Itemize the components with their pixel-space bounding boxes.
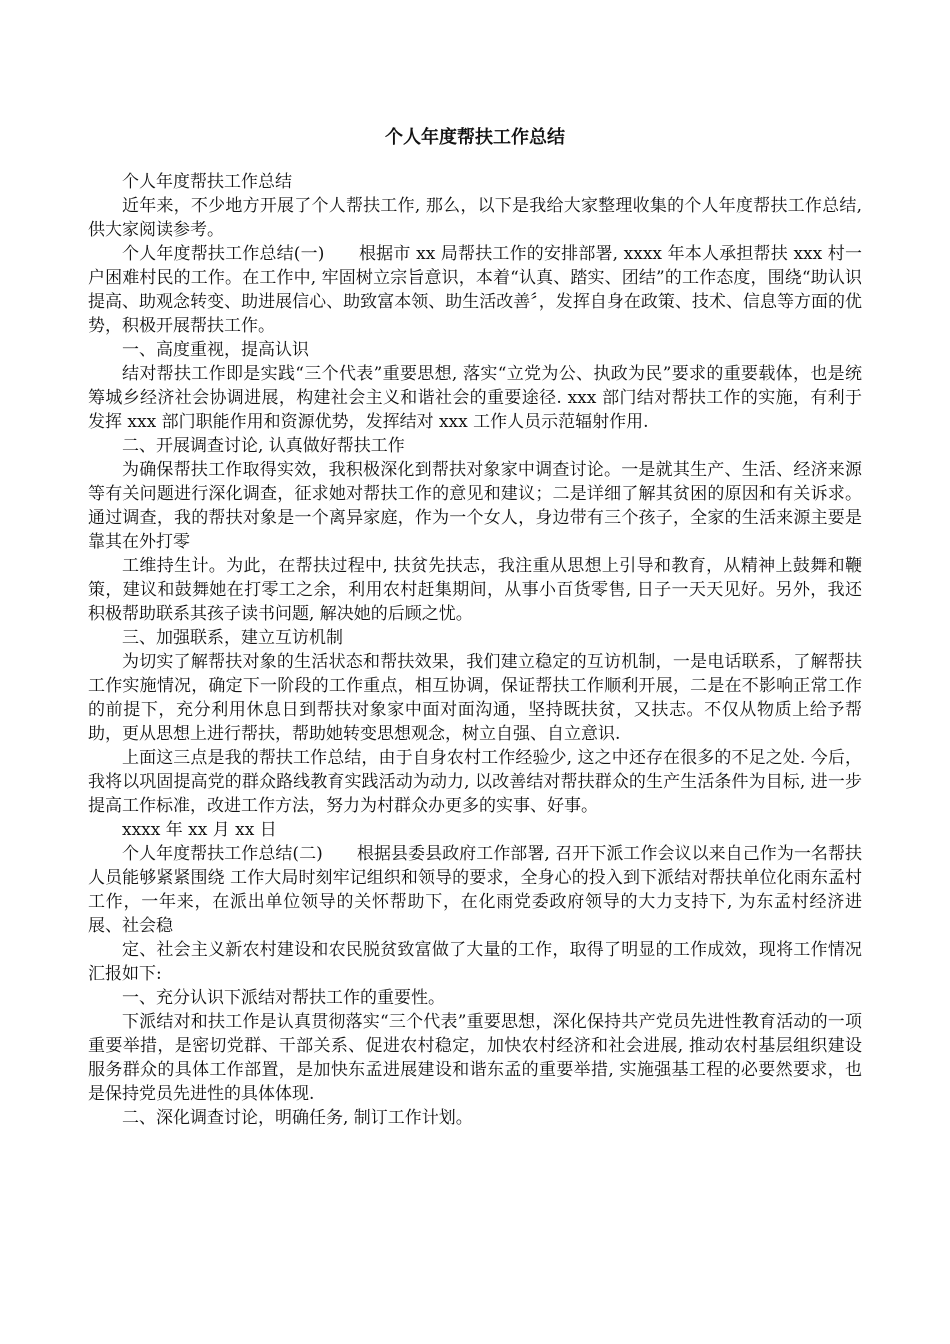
paragraph: 为切实了解帮扶对象的生活状态和帮扶效果，我们建立稳定的互访机制，一是电话联系，了解帮扶工作实施情况，确定下一阶段的工作重点，相互协调，保证帮扶工作顺利开展，二是在不影响正常工作的前提下，充分利用休息日到帮扶对象家中面对面沟通，坚持既扶贫，又扶志。不仅从物质上给予帮助，更从思想上进行帮扶，帮助她转变思想观念，树立自强、自立意识.	[88, 652, 862, 744]
section-heading: 二、开展调查讨论, 认真做好帮扶工作	[122, 436, 405, 456]
document-title: 个人年度帮扶工作总结	[385, 127, 565, 148]
paragraph-intro: 近年来，不少地方开展了个人帮扶工作, 那么，以下是我给大家整理收集的个人年度帮扶工作总结, 供大家阅读参考。	[88, 196, 862, 240]
paragraph: 下派结对和扶工作是认真贯彻落实“三个代表”重要思想，深化保持共产党员先进性教育活动的一项重要举措，是密切党群、干部关系、促进农村稳定，加快农村经济和社会进展, 推动农村基层组织建设服务群众的具体工作部置，是加快东孟进展建设和谐东孟的重要举措, 实施强基工程的必要然要求，也是保持党员先进性的具体体现.	[88, 1012, 862, 1104]
date-line: xxxx 年 xx 月 xx 日	[122, 820, 277, 840]
paragraph: 工维持生计。为此，在帮扶过程中, 扶贫先扶志，我注重从思想上引导和教育，从精神上鼓舞和鞭策，建议和鼓舞她在打零工之余，利用农村赶集期间，从事小百货零售, 日子一天天见好。另外，我还积极帮助联系其孩子读书问题, 解决她的后顾之忧。	[88, 556, 862, 624]
paragraph: 为确保帮扶工作取得实效，我积极深化到帮扶对象家中调查讨论。一是就其生产、生活、经济来源等有关问题进行深化调查，征求她对帮扶工作的意见和建议；二是详细了解其贫困的原因和有关诉求。通过调查，我的帮扶对象是一个离异家庭，作为一个女人，身边带有三个孩子，全家的生活来源主要是靠其在外打零	[88, 460, 862, 552]
paragraph-heading: 个人年度帮扶工作总结	[122, 172, 292, 192]
paragraph: 定、社会主义新农村建设和农民脱贫致富做了大量的工作，取得了明显的工作成效，现将工作情况汇报如下:	[88, 940, 862, 984]
paragraph-conclusion: 上面这三点是我的帮扶工作总结，由于自身农村工作经验少, 这之中还存在很多的不足之处. 今后，我将以巩固提高党的群众路线教育实践活动为动力, 以改善结对帮扶群众的生产生活条件为目标, 进一步提高工作标准，改进工作方法，努力为村群众办更多的实事、好事。	[88, 748, 862, 816]
section-heading: 一、充分认识下派结对帮扶工作的重要性。	[122, 988, 445, 1008]
paragraph: 结对帮扶工作即是实践“三个代表”重要思想, 落实“立党为公、执政为民”要求的重要载体，也是统筹城乡经济社会协调进展，构建社会主义和谐社会的重要途径. xxx 部门结对帮扶工作的实施，有利于发挥 xxx 部门职能作用和资源优势，发挥结对 xxx 工作人员示范辐射作用.	[88, 364, 862, 432]
paragraph-summary-two-start: 个人年度帮扶工作总结(二) 根据县委县政府工作部署, 召开下派工作会议以来自己作为一名帮扶人员能够紧紧围绕 工作大局时刻牢记组织和领导的要求，全身心的投入到下派结对帮扶单位化雨东孟村工作，一年来，在派出单位领导的关怀帮助下，在化雨党委政府领导的大力支持下, 为东孟村经济进展、社会稳	[88, 844, 862, 936]
section-heading: 二、深化调查讨论，明确任务, 制订工作计划。	[122, 1108, 473, 1128]
section-heading: 三、加强联系，建立互访机制	[122, 628, 343, 648]
document-body	[88, 170, 862, 1130]
section-heading: 一、高度重视，提高认识	[122, 340, 309, 360]
paragraph-summary-one-start: 个人年度帮扶工作总结(一) 根据市 xx 局帮扶工作的安排部署, xxxx 年本人承担帮扶 xxx 村一户困难村民的工作。在工作中, 牢固树立宗旨意识，本着“认真、踏实、团结”的工作态度，围绕“助认识提高、助观念转变、助进展信心、助致富本领、助生活改善〞，发挥自身在政策、技术、信息等方面的优势，积极开展帮扶工作。	[88, 244, 862, 336]
